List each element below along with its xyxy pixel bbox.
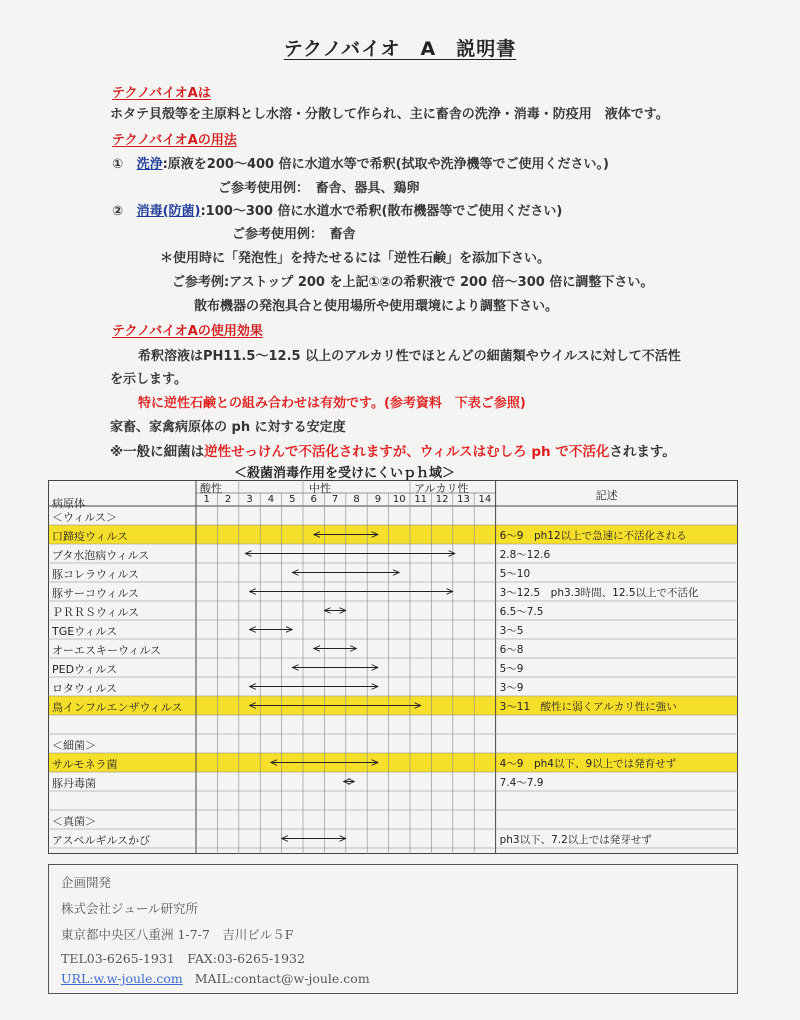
row-note-7: 6～8 xyxy=(499,644,524,656)
ph-tick-6: 6 xyxy=(310,494,317,505)
row-note-2: 2.8～12.6 xyxy=(499,549,551,561)
effect-highlight: 特に逆性石鹸との組み合わせは有効です。(参考資料 下表ご参照) xyxy=(138,396,526,411)
row-label-8: PEDウィルス xyxy=(52,663,118,676)
footer-company: 株式会社ジュール研究所 xyxy=(61,901,199,916)
ph-tick-7: 7 xyxy=(331,494,339,505)
wash-label: 洗浄 xyxy=(136,157,163,172)
row-note-17: ph3以下、7.2以上では発芽せず xyxy=(499,834,652,846)
row-label-3: 豚コレラウィルス xyxy=(52,568,140,581)
row-label-13: サルモネラ菌 xyxy=(52,758,118,771)
row-label-17: アスペルギルスかび xyxy=(52,834,151,847)
usage-note-2: ご参考例:アストップ 200 を上記①②の希釈液で 200 倍～300 倍に調整下さい。 xyxy=(172,275,654,290)
footer-box xyxy=(48,864,738,994)
row-label-7: オーエスキーウィルス xyxy=(52,644,162,657)
footer-phone: TEL03-6265-1931 FAX:03-6265-1932 xyxy=(61,951,305,966)
footer-line-1: 企画開発 xyxy=(61,875,112,890)
ph-tick-3: 3 xyxy=(246,494,253,505)
row-label-6: TGEウィルス xyxy=(52,625,118,638)
usage-note-1: ＊使用時に「発泡性」を持たせるには「逆性石鹸」を添加下さい。 xyxy=(160,251,551,266)
row-label-4: 豚サーコウィルス xyxy=(52,587,140,600)
row-note-1: 6～9 ph12以上で急速に不活化される xyxy=(499,530,687,542)
disinfect-label: 消毒(防菌) xyxy=(136,204,201,219)
row-note-8: 5～9 xyxy=(499,663,524,675)
intro-text: ホタテ貝殻等を主原料とし水溶・分散して作られ、主に畜舎の洗浄・消毒・防疫用 液体です。 xyxy=(110,107,669,122)
row-note-6: 3～5 xyxy=(499,625,524,637)
ph-tick-8: 8 xyxy=(353,494,360,505)
row-label-12: ＜細菌＞ xyxy=(52,739,96,752)
row-label-0: ＜ウィルス＞ xyxy=(52,511,118,524)
intro-heading: テクノバイオAは xyxy=(112,86,211,101)
ph-tick-11: 11 xyxy=(414,494,428,505)
ph-tick-14: 14 xyxy=(478,494,492,505)
ph-tick-12: 12 xyxy=(435,494,449,505)
table-caption: ＜殺菌消毒作用を受けにくいｐｈ域＞ xyxy=(234,466,456,481)
ph-tick-13: 13 xyxy=(457,494,470,505)
header-neutral: 中性 xyxy=(309,482,331,495)
ph-tick-5: 5 xyxy=(289,494,296,505)
ph-tick-4: 4 xyxy=(267,494,275,505)
row-label-16: ＜真菌＞ xyxy=(52,815,96,828)
row-label-2: ブタ水泡病ウィルス xyxy=(52,549,150,562)
footer-url-link[interactable]: URL:w.w-joule.com xyxy=(61,971,183,986)
row-note-10: 3～11 酸性に弱くアルカリ性に強い xyxy=(499,701,677,713)
row-label-10: 鳥インフルエンザウィルス xyxy=(52,701,183,714)
bacteria-note: ※一般に細菌は逆性せっけんで不活化されますが、ウィルスはむしろ ph で不活化されます。 xyxy=(110,444,676,460)
row-note-4: 3～12.5 ph3.3時間、12.5以上で不活化 xyxy=(499,587,699,599)
row-note-9: 3～9 xyxy=(499,682,524,694)
row-label-14: 豚丹毒菌 xyxy=(52,777,96,790)
ph-tick-1: 1 xyxy=(203,494,210,505)
header-note: 記述 xyxy=(595,489,618,502)
ph-tick-2: 2 xyxy=(224,494,232,505)
footer-contact xyxy=(61,971,370,986)
header-pathogen: 病原体 xyxy=(52,497,85,510)
page-title: テクノバイオ A 説明書 xyxy=(283,38,517,60)
usage-item-2: ② 消毒(防菌):100～300 倍に水道水で希釈(散布機器等でご使用ください) xyxy=(112,204,563,219)
ph-tick-9: 9 xyxy=(374,494,382,505)
stability-line: 家畜、家禽病原体の ph に対する安定度 xyxy=(110,420,346,435)
effect-text-2: を示します。 xyxy=(110,372,187,387)
row-note-3: 5～10 xyxy=(499,568,531,580)
footer-mail: MAIL:contact@w-joule.com xyxy=(194,971,370,986)
row-label-1: 口蹄疫ウィルス xyxy=(52,530,129,543)
effect-heading: テクノバイオAの使用効果 xyxy=(112,324,263,339)
effect-text-1: 希釈溶液はPH11.5～12.5 以上のアルカリ性でほとんどの細菌類やウイルスに対して不活性 xyxy=(138,349,681,364)
usage-item-1-example: ご参考使用例： 畜舎、器具、鶏卵 xyxy=(218,181,420,196)
ph-tick-10: 10 xyxy=(392,494,406,505)
header-acid: 酸性 xyxy=(200,482,222,495)
ph-range-table xyxy=(48,480,738,854)
row-label-5: ＰＲＲＳウィルス xyxy=(52,606,140,619)
row-note-5: 6.5～7.5 xyxy=(499,606,544,618)
header-alkaline: アルカリ性 xyxy=(414,482,469,495)
row-label-9: ロタウィルス xyxy=(52,682,118,695)
usage-heading: テクノバイオAの用法 xyxy=(112,133,237,148)
row-note-13: 4～9 ph4以下、9以上では発育せず xyxy=(499,758,677,770)
usage-item-1: ① 洗浄:原液を200～400 倍に水道水等で希釈(拭取や洗浄機等でご使用ください。) xyxy=(112,157,609,172)
row-note-14: 7.4～7.9 xyxy=(499,777,544,789)
usage-note-3: 散布機器の発泡具合と使用場所や使用環境により調整下さい。 xyxy=(194,299,559,314)
footer-address: 東京都中央区八重洲 1-7-7 吉川ビル５F xyxy=(61,927,294,942)
usage-item-2-example: ご参考使用例： 畜舎 xyxy=(232,227,356,242)
